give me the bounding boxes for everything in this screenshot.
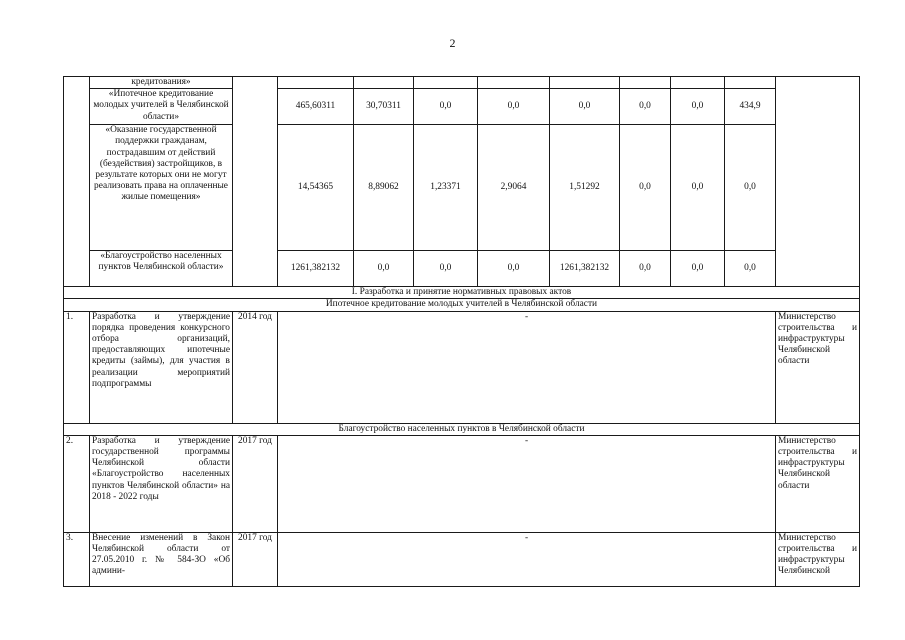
funding-value: 1,23371	[414, 125, 478, 251]
funding-value: 0,0	[671, 125, 725, 251]
funding-row	[64, 89, 860, 125]
measure-number: 1.	[64, 311, 90, 423]
measure-number: 3.	[64, 532, 90, 586]
section-title: I. Разработка и принятие нормативных правовых актов	[64, 287, 860, 299]
measure-name: Внесение изменений в Закон Челябинской области от 27.05.2010 г. № 584-ЗО «Об админи-	[90, 532, 233, 586]
funding-value: 0,0	[550, 89, 620, 125]
funding-value	[725, 77, 776, 89]
funding-value: 1261,382132	[278, 251, 354, 287]
executor-cell	[776, 77, 860, 287]
funding-value: 0,0	[478, 89, 550, 125]
funding-value: 0,0	[671, 251, 725, 287]
funding-value: 465,60311	[278, 89, 354, 125]
funding-label: «Ипотечное кредитование молодых учителей в Челябинской области»	[90, 89, 233, 125]
measure-year: 2017 год	[233, 435, 278, 532]
funding-label: кредитования»	[90, 77, 233, 89]
measure-year: 2017 год	[233, 532, 278, 586]
program-table	[63, 76, 860, 587]
funding-value: 0,0	[620, 89, 671, 125]
funding-value: 0,0	[354, 251, 414, 287]
subsection-heading-row	[64, 299, 860, 311]
funding-value	[278, 77, 354, 89]
measure-executor: Министерство строительства и инфраструктуры Челябинской	[776, 532, 860, 586]
measure-year: 2014 год	[233, 311, 278, 423]
funding-label: «Благоустройство населенных пунктов Челябинской области»	[90, 251, 233, 287]
funding-value: 0,0	[725, 251, 776, 287]
funding-row	[64, 125, 860, 251]
funding-value: 0,0	[620, 251, 671, 287]
measure-name: Разработка и утверждение государственной программы Челябинской области «Благоустройство населенных пунктов Челябинской области» на 2018 - 2022 годы	[90, 435, 233, 532]
funding-label: «Оказание государственной поддержки гражданам, пострадавшим от действий (бездействия) застройщиков, в результате которых они не могут реализовать права на оплаченные жилые помещения»	[90, 125, 233, 251]
funding-value: 0,0	[414, 251, 478, 287]
funding-value: 30,70311	[354, 89, 414, 125]
subsection-title: Ипотечное кредитование молодых учителей в Челябинской области	[64, 299, 860, 311]
year-cell	[233, 77, 278, 287]
section-heading-row	[64, 287, 860, 299]
measure-name: Разработка и утверждение порядка проведения конкурсного отбора организаций, предоставляющих ипотечные кредиты (займы), для участия в реализации мероприятий подпрограммы	[90, 311, 233, 423]
measure-executor: Министерство строительства и инфраструктуры Челябинской области	[776, 311, 860, 423]
funding-value: 0,0	[620, 125, 671, 251]
funding-row	[64, 77, 860, 89]
funding-value	[671, 77, 725, 89]
measure-row	[64, 532, 860, 586]
funding-value	[354, 77, 414, 89]
funding-value: 1261,382132	[550, 251, 620, 287]
subsection-title: Благоустройство населенных пунктов в Челябинской области	[64, 423, 860, 435]
measure-funding: -	[278, 435, 776, 532]
funding-value	[550, 77, 620, 89]
measure-number: 2.	[64, 435, 90, 532]
funding-value	[620, 77, 671, 89]
measure-funding: -	[278, 532, 776, 586]
funding-value: 0,0	[671, 89, 725, 125]
funding-value: 0,0	[725, 125, 776, 251]
funding-value: 434,9	[725, 89, 776, 125]
measure-executor: Министерство строительства и инфраструктуры Челябинской области	[776, 435, 860, 532]
measure-row	[64, 311, 860, 423]
funding-row	[64, 251, 860, 287]
funding-value: 0,0	[414, 89, 478, 125]
subsection-heading-row	[64, 423, 860, 435]
funding-value: 14,54365	[278, 125, 354, 251]
row-number-cell	[64, 77, 90, 287]
page-number: 2	[449, 36, 456, 50]
funding-value: 0,0	[478, 251, 550, 287]
funding-value	[478, 77, 550, 89]
measure-row	[64, 435, 860, 532]
measure-funding: -	[278, 311, 776, 423]
funding-value: 2,9064	[478, 125, 550, 251]
funding-value: 1,51292	[550, 125, 620, 251]
funding-value	[414, 77, 478, 89]
funding-value: 8,89062	[354, 125, 414, 251]
